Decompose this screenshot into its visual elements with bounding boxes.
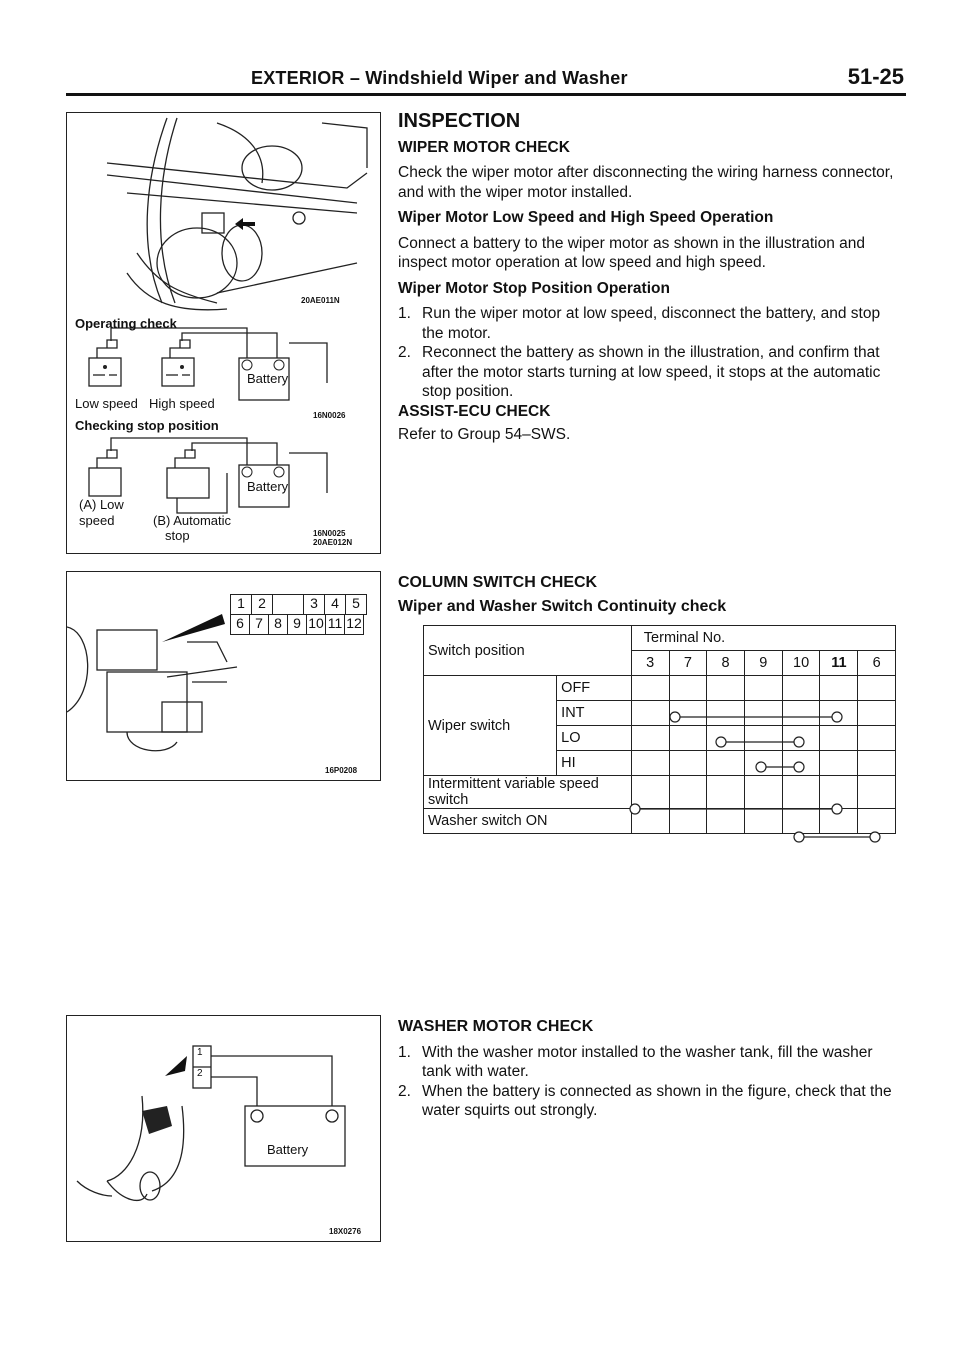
figure-code: 16N0025 <box>313 529 346 538</box>
connector-pin: 10 <box>307 615 326 635</box>
assist-ecu-body: Refer to Group 54–SWS. <box>398 426 571 443</box>
terminal-cell: 9 <box>744 651 782 676</box>
connector-pin: 8 <box>269 615 288 635</box>
checking-stop-label: Checking stop position <box>75 418 219 433</box>
terminal-cell: 7 <box>669 651 707 676</box>
figure-code: 16N0026 <box>313 411 346 420</box>
step-number: 2. <box>398 344 411 361</box>
pin-1-label: 1 <box>197 1047 203 1058</box>
speed-label: speed <box>79 513 115 528</box>
wiper-motor-drawing <box>67 113 380 553</box>
connector-pin: 1 <box>230 594 252 615</box>
low-high-heading: Wiper Motor Low Speed and High Speed Operation <box>398 209 774 226</box>
battery-label: Battery <box>247 479 289 494</box>
washer-motor-heading: WASHER MOTOR CHECK <box>398 1018 594 1035</box>
battery-label: Battery <box>247 371 289 386</box>
step-text: When the battery is connected as shown in the figure, check that the water squirts out strongly. <box>422 1082 892 1119</box>
table-row <box>424 809 896 834</box>
operating-check-label: Operating check <box>75 316 177 331</box>
washer-motor-figure <box>66 1015 381 1242</box>
step-number: 1. <box>398 1043 411 1061</box>
figure-code: 16P0208 <box>325 766 358 775</box>
list-item <box>398 1082 902 1121</box>
b-automatic-label: (B) Automatic <box>153 513 232 528</box>
wiper-switch-label: Wiper switch <box>424 676 557 776</box>
connector-pin: 4 <box>325 594 346 615</box>
switch-position-cell: LO <box>557 726 632 751</box>
figure-code: 18X0276 <box>329 1227 362 1236</box>
list-item <box>398 304 902 343</box>
connector-face <box>230 594 372 635</box>
page-header <box>66 60 906 92</box>
connector-pin: 5 <box>346 594 367 615</box>
connector-pin: 6 <box>230 615 250 635</box>
switch-position-cell: INT <box>557 701 632 726</box>
step-text: Reconnect the battery as shown in the illustration, and confirm that after the motor starts turning at low speed, it stops at the automatic stop position. <box>422 344 881 400</box>
terminal-cell: 3 <box>631 651 669 676</box>
washer-switch-label: Washer switch ON <box>424 809 632 834</box>
figure-code: 20AE012N <box>313 538 353 547</box>
column-switch-section <box>398 573 902 616</box>
step-number: 1. <box>398 305 411 322</box>
connector-pin: 9 <box>288 615 307 635</box>
connector-pin: 3 <box>304 594 325 615</box>
washer-motor-drawing <box>67 1016 380 1241</box>
wiper-motor-figure <box>66 112 381 554</box>
terminal-header: Terminal No. <box>631 626 895 651</box>
figure-code: 20AE011N <box>301 296 340 305</box>
connector-pin: 7 <box>250 615 269 635</box>
column-switch-heading: COLUMN SWITCH CHECK <box>398 574 598 591</box>
continuity-table <box>423 625 896 834</box>
list-item <box>398 1043 902 1082</box>
a-low-label: (A) Low <box>79 497 124 512</box>
step-text: Run the wiper motor at low speed, disconnect the battery, and stop the motor. <box>422 305 881 342</box>
connector-key <box>273 594 304 615</box>
intermittent-label: Intermittent variable speed switch <box>424 776 632 809</box>
washer-motor-section <box>398 1017 902 1121</box>
list-item <box>398 343 902 402</box>
switch-position-cell: OFF <box>557 676 632 701</box>
connector-pin: 2 <box>252 594 273 615</box>
wiper-motor-intro: Check the wiper motor after disconnecting the wiring harness connector, and with the wiper motor installed. <box>398 164 894 201</box>
stop-position-heading: Wiper Motor Stop Position Operation <box>398 279 670 297</box>
step-number: 2. <box>398 1082 411 1100</box>
connector-pin: 12 <box>345 615 364 635</box>
step-text: With the washer motor installed to the washer tank, fill the washer tank with water. <box>422 1043 873 1080</box>
continuity-subheading: Wiper and Washer Switch Continuity check <box>398 597 727 615</box>
stop-label: stop <box>165 528 190 543</box>
low-speed-label: Low speed <box>75 396 138 411</box>
high-speed-label: High speed <box>149 396 215 411</box>
inspection-heading: INSPECTION <box>398 110 521 132</box>
column-switch-figure <box>66 571 381 781</box>
switch-position-header: Switch position <box>424 626 632 676</box>
pin-2-label: 2 <box>197 1068 203 1079</box>
table-row <box>424 676 896 701</box>
battery-label: Battery <box>267 1142 309 1157</box>
terminal-cell: 8 <box>707 651 745 676</box>
header-rule <box>66 93 906 96</box>
switch-position-cell: HI <box>557 751 632 776</box>
terminal-cell: 6 <box>858 651 896 676</box>
assist-ecu-heading: ASSIST-ECU CHECK <box>398 402 551 420</box>
terminal-cell: 10 <box>782 651 820 676</box>
inspection-section <box>398 112 902 445</box>
page-title: EXTERIOR – Windshield Wiper and Washer <box>251 68 628 88</box>
low-high-body: Connect a battery to the wiper motor as shown in the illustration and inspect motor operation at low speed and high speed. <box>398 234 865 271</box>
connector-pin: 11 <box>326 615 345 635</box>
table-row <box>424 776 896 809</box>
wiper-motor-check-heading: WIPER MOTOR CHECK <box>398 138 570 156</box>
terminal-cell: 11 <box>820 651 858 676</box>
page-number: 51-25 <box>847 64 904 89</box>
